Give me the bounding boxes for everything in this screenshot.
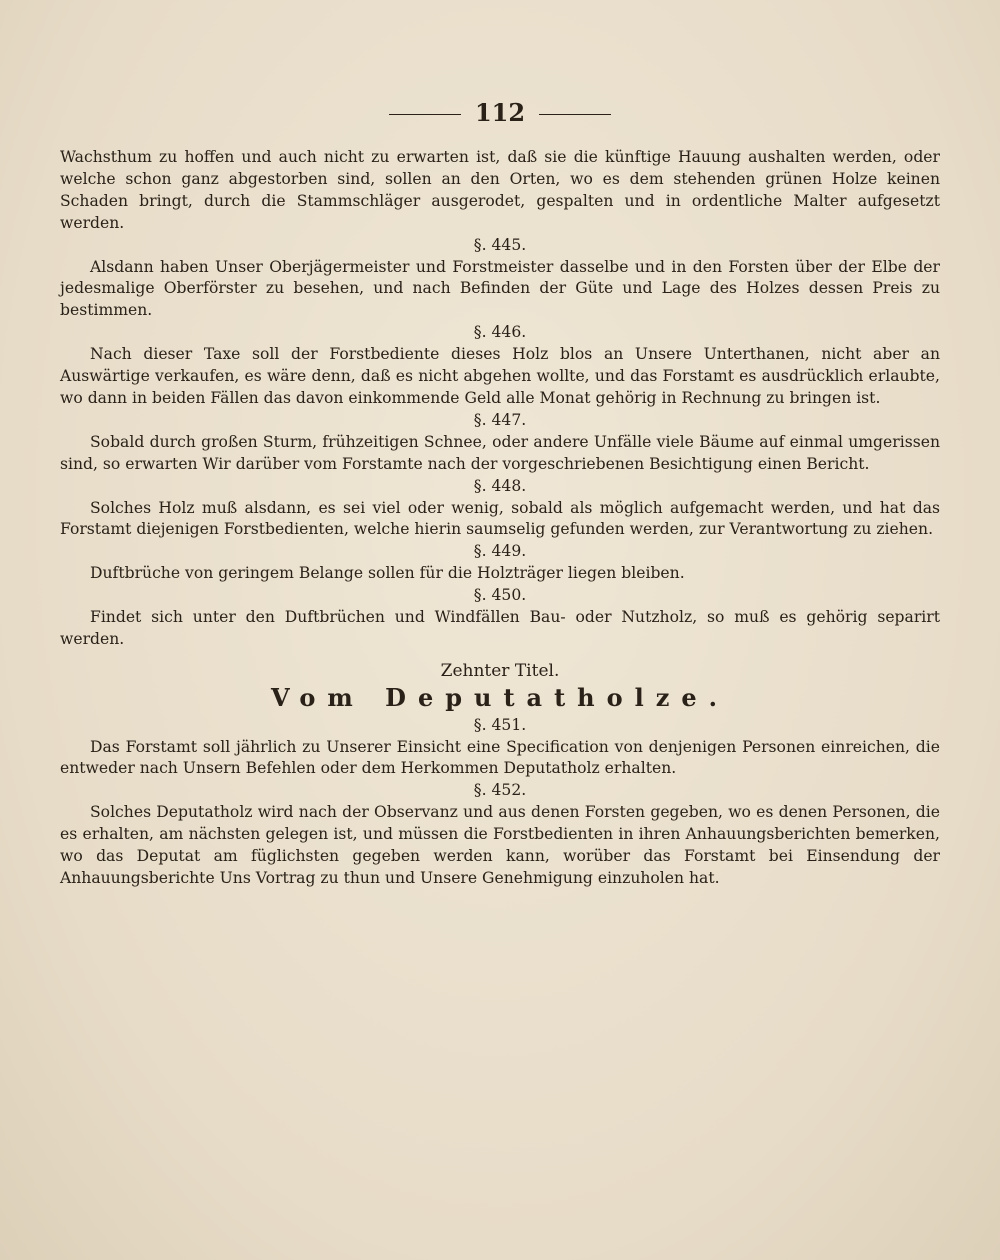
section-heading: §. 451. bbox=[473, 715, 527, 734]
paragraph: Wachsthum zu hoffen und auch nicht zu erwarten ist, daß sie die künftige Hauung aushalten werden, oder welche schon ganz abgestorben sind, sollen an den Orten, wo es dem stehenden grünen Holze keinen Schaden bringt, durch die Stammschläger ausgerodet, gespalten und in ordentliche Malter aufgesetzt werden. bbox=[60, 148, 940, 232]
chapter-title: Vom Deputatholze. bbox=[270, 682, 730, 712]
section-heading: §. 448. bbox=[473, 476, 527, 495]
paragraph: Solches Holz muß alsdann, es sei viel oder wenig, sobald als möglich aufgemacht werden, und hat das Forstamt diejenigen Forstbedienten, welche hierin saumselig gefunden werden, zur Verantwortung zu ziehen. bbox=[60, 498, 940, 539]
paragraph: Alsdann haben Unser Oberjägermeister und Forstmeister dasselbe und in den Forsten über der Elbe der jedesmalige Oberförster zu besehen, und nach Befinden der Güte und Lage des Holzes dessen Preis zu bestimmen. bbox=[60, 257, 940, 320]
section-heading: §. 452. bbox=[473, 781, 527, 800]
section-heading: §. 450. bbox=[473, 586, 527, 605]
paragraph: Findet sich unter den Duftbrüchen und Windfällen Bau- oder Nutzholz, so muß es gehörig separirt werden. bbox=[60, 608, 940, 648]
document-body bbox=[60, 147, 940, 890]
section-heading: §. 447. bbox=[473, 410, 527, 429]
paragraph: Nach dieser Taxe soll der Forstbediente dieses Holz blos an Unsere Unterthanen, nicht aber an Auswärtige verkaufen, es wäre denn, daß es nicht abgehen wollte, und das Forstamt es ausdrücklich erlaubte, wo dann in beiden Fällen das davon einkommende Geld alle Monat gehörig in Rechnung zu bringen ist. bbox=[60, 345, 940, 407]
paragraph: Das Forstamt soll jährlich zu Unserer Einsicht eine Specification von denjenigen Personen einreichen, die entweder nach Unsern Befehlen oder dem Herkommen Deputatholz erhalten. bbox=[60, 737, 940, 778]
header-rule-left bbox=[389, 114, 461, 115]
paragraph: Sobald durch großen Sturm, frühzeitigen Schnee, oder andere Unfälle viele Bäume auf einmal umgerissen sind, so erwarten Wir darüber vom Forstamte nach der vorgeschriebenen Besichtigung einen Bericht. bbox=[60, 432, 940, 473]
header-rule-right bbox=[539, 114, 611, 115]
paragraph: Solches Deputatholz wird nach der Observanz und aus denen Forsten gegeben, wo es denen Personen, die es erhalten, am nächsten gelegen ist, und müssen die Forstbedienten in ihren Anhauungsberichten bemerken, wo das Deputat am füglichsten gegeben werden kann, worüber das Forstamt bei Einsendung der Anhauungsberichte Uns Vortrag zu thun und Unsere Genehmigung einzuholen hat. bbox=[60, 803, 940, 887]
section-heading: §. 446. bbox=[473, 323, 527, 342]
section-heading: §. 449. bbox=[473, 542, 527, 561]
page-number: 112 bbox=[474, 98, 526, 127]
page-header bbox=[0, 98, 1000, 127]
paragraph: Duftbrüche von geringem Belange sollen für die Holzträger liegen bleiben. bbox=[90, 564, 685, 583]
section-heading: §. 445. bbox=[473, 235, 527, 254]
chapter-number: Zehnter Titel. bbox=[440, 660, 560, 681]
